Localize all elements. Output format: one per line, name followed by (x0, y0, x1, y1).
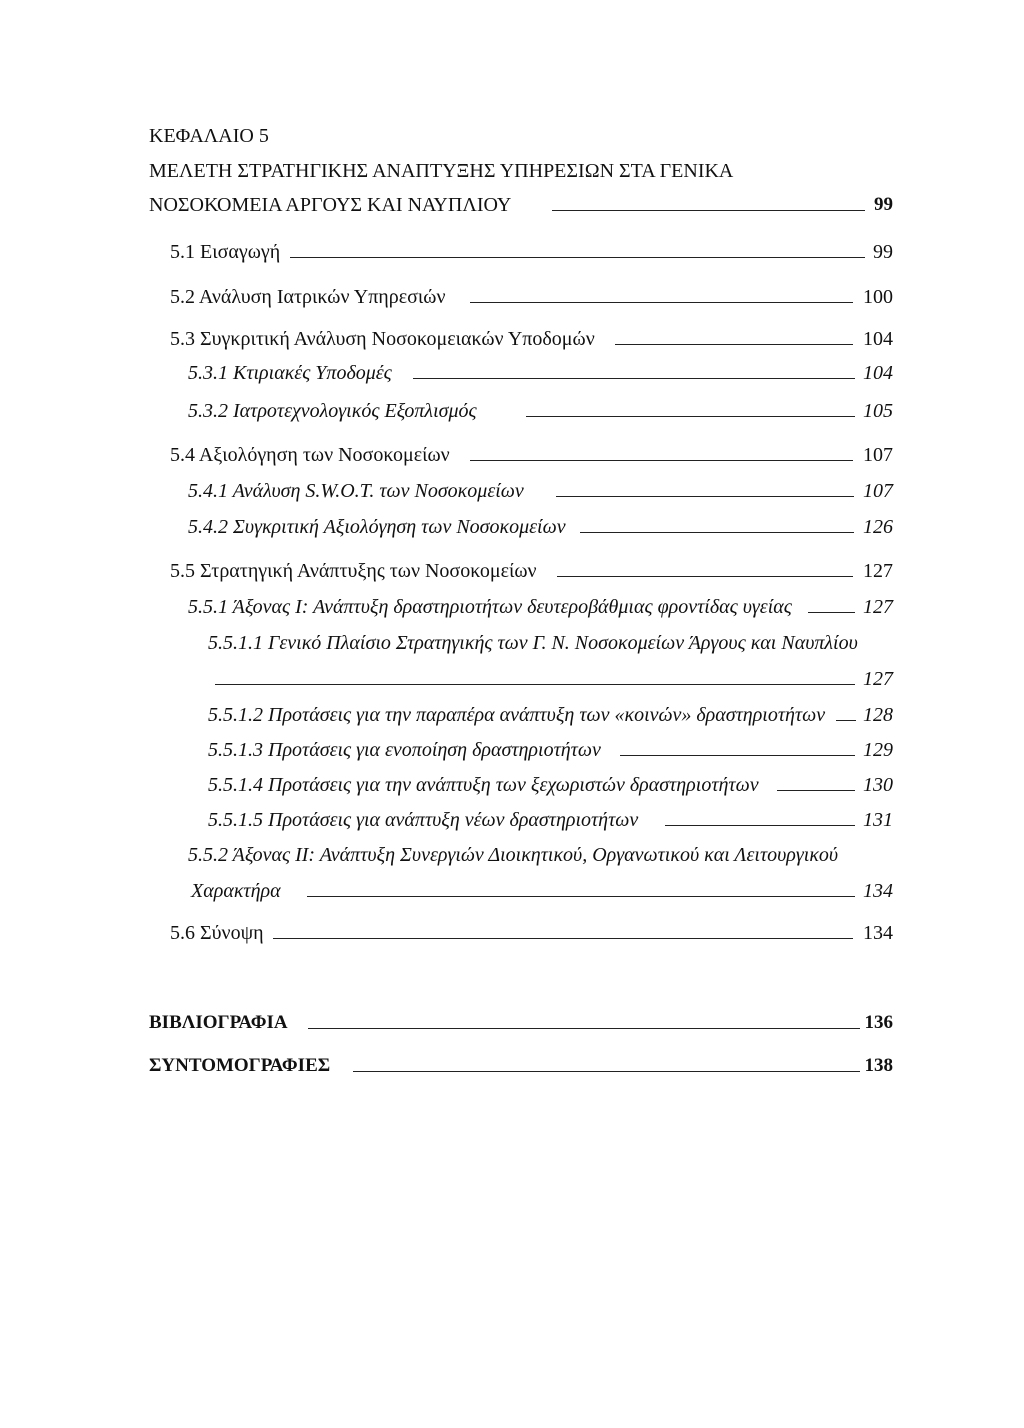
toc-entry (0, 805, 1024, 835)
page-number: 107 (863, 480, 893, 502)
dot-leader (665, 825, 855, 826)
dot-leader (552, 210, 865, 211)
page-number: 131 (863, 809, 893, 831)
dot-leader (556, 496, 854, 497)
toc-entry (0, 476, 1024, 506)
toc-entry (0, 396, 1024, 426)
page-number: 127 (863, 560, 893, 582)
page-number: 100 (863, 286, 893, 308)
dot-leader (580, 532, 854, 533)
entry-title: 5.6 Σύνοψη (170, 922, 264, 944)
page-number: 138 (864, 1055, 893, 1076)
entry-title: 5.4.1 Ανάλυση S.W.O.T. των Νοσοκομείων (188, 480, 524, 502)
toc-entry (0, 440, 1024, 470)
dot-leader (413, 378, 855, 379)
page-number: 99 (873, 241, 893, 263)
dot-leader (620, 755, 855, 756)
page-number: 104 (863, 328, 893, 350)
toc-entry (0, 628, 1024, 658)
page-number: 134 (863, 880, 893, 902)
dot-leader (777, 790, 855, 791)
page-number: 126 (863, 516, 893, 538)
page-number: 136 (864, 1012, 893, 1033)
entry-title: 5.5.1.4 Προτάσεις για την ανάπτυξη των ξεχωριστών δραστηριοτήτων (208, 774, 759, 796)
toc-entry-bibliography (0, 1008, 1024, 1038)
toc-entry-continuation (0, 876, 1024, 906)
chapter-title-line-1 (0, 156, 1024, 186)
entry-title: 5.4.2 Συγκριτική Αξιολόγηση των Νοσοκομείων (188, 516, 566, 538)
dot-leader (808, 612, 855, 613)
toc-entry (0, 324, 1024, 354)
entry-title: 5.5.2 Άξονας ΙΙ: Ανάπτυξη Συνεργιών Διοικητικού, Οργανωτικού και Λειτουργικού (188, 844, 839, 866)
dot-leader (308, 1028, 860, 1029)
page-number: 127 (863, 596, 893, 618)
toc-entry (0, 512, 1024, 542)
page-number: 99 (874, 194, 893, 215)
entry-title: 5.3 Συγκριτική Ανάλυση Νοσοκομειακών Υποδομών (170, 328, 595, 350)
dot-leader (307, 896, 855, 897)
page-number: 134 (863, 922, 893, 944)
toc-entry (0, 700, 1024, 730)
toc-entry-abbreviations (0, 1051, 1024, 1081)
dot-leader (290, 257, 865, 258)
entry-title: ΒΙΒΛΙΟΓΡΑΦΙΑ (149, 1012, 288, 1033)
dot-leader (470, 460, 853, 461)
entry-title: ΣΥΝΤΟΜΟΓΡΑΦΙΕΣ (149, 1055, 331, 1076)
page-number: 104 (863, 362, 893, 384)
toc-entry (0, 358, 1024, 388)
entry-title: 5.2 Ανάλυση Ιατρικών Υπηρεσιών (170, 286, 446, 308)
dot-leader (353, 1071, 860, 1072)
chapter-title-part-2: ΝΟΣΟΚΟΜΕΙΑ ΑΡΓΟΥΣ ΚΑΙ ΝΑΥΠΛΙΟΥ (149, 194, 512, 216)
page-number: 105 (863, 400, 893, 422)
page-number: 128 (863, 704, 893, 726)
toc-entry (0, 556, 1024, 586)
page-number: 107 (863, 444, 893, 466)
entry-title: 5.3.2 Ιατροτεχνολογικός Εξοπλισμός (188, 400, 477, 422)
page-number: 129 (863, 739, 893, 761)
toc-entry (0, 237, 1024, 267)
toc-entry (0, 770, 1024, 800)
toc-entry (0, 282, 1024, 312)
entry-title: 5.1 Εισαγωγή (170, 241, 281, 263)
chapter-label: ΚΕΦΑΛΑΙΟ 5 (149, 125, 269, 147)
toc-entry (0, 735, 1024, 765)
dot-leader (526, 416, 855, 417)
entry-title: 5.5.1.2 Προτάσεις για την παραπέρα ανάπτυξη των «κοινών» δραστηριοτήτων (208, 704, 826, 726)
dot-leader (470, 302, 853, 303)
entry-title-continuation: Χαρακτήρα (191, 880, 281, 902)
dot-leader (836, 720, 856, 721)
toc-entry (0, 840, 1024, 870)
entry-title: 5.5.1.3 Προτάσεις για ενοποίηση δραστηριοτήτων (208, 739, 601, 761)
toc-entry (0, 592, 1024, 622)
entry-title: 5.5 Στρατηγική Ανάπτυξης των Νοσοκομείων (170, 560, 537, 582)
dot-leader (557, 576, 853, 577)
chapter-label-line (0, 121, 1024, 151)
dot-leader (215, 684, 855, 685)
chapter-title-part-1: ΜΕΛΕΤΗ ΣΤΡΑΤΗΓΙΚΗΣ ΑΝΑΠΤΥΞΗΣ ΥΠΗΡΕΣΙΩΝ ΣΤΑ ΓΕΝΙΚΑ (149, 160, 734, 182)
toc-entry (0, 918, 1024, 948)
page-number: 127 (863, 668, 893, 690)
dot-leader (615, 344, 853, 345)
entry-title: 5.5.1 Άξονας Ι: Ανάπτυξη δραστηριοτήτων δευτεροβάθμιας φροντίδας υγείας (188, 596, 792, 618)
toc-entry-continuation (0, 664, 1024, 694)
dot-leader (273, 938, 853, 939)
page-number: 130 (863, 774, 893, 796)
entry-title: 5.5.1.5 Προτάσεις για ανάπτυξη νέων δραστηριοτήτων (208, 809, 639, 831)
entry-title: 5.5.1.1 Γενικό Πλαίσιο Στρατηγικής των Γ. Ν. Νοσοκομείων Άργους και Ναυπλίου (208, 632, 858, 654)
entry-title: 5.4 Αξιολόγηση των Νοσοκομείων (170, 444, 450, 466)
entry-title: 5.3.1 Κτιριακές Υποδομές (188, 362, 392, 384)
toc-entry-chapter (0, 190, 1024, 220)
